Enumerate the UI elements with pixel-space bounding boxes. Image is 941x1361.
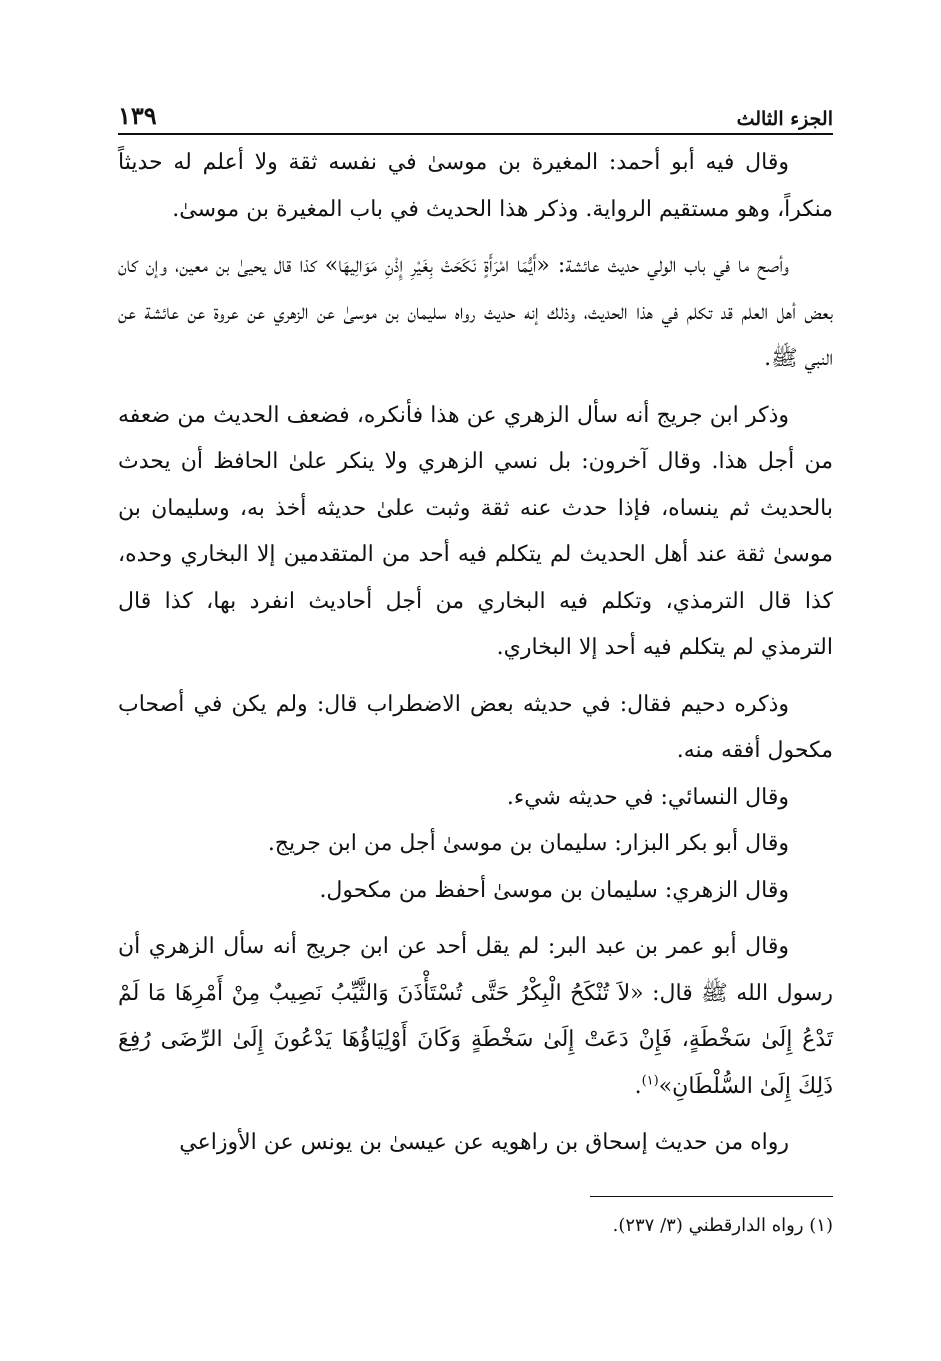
running-title: الجزء الثالث (736, 108, 833, 130)
paragraph-with-footnote (118, 924, 833, 1110)
paragraph: وأصح ما في باب الولي حديث عائشة: «أَيُّمَا امْرَأَةٍ نَكَحَتْ بِغَيْرِ إِذْنِ مَوَالِيهَا» كذا قال يحيىٰ بن معين، وإن كان بعض أهل العلم قد تكلم في هذا الحديث، وذلك إنه حديث رواه سليمان بن موسىٰ عن الزهري عن عروة عن عائشة عن النبي ﷺ. (118, 253, 833, 371)
paragraph-text: وقال أبو عمر بن عبد البر: لم يقل أحد عن ابن جريج أنه سأل الزهري أن رسول الله ﷺ قال: «لاَ تُنْكَحُ الْبِكْرُ حَتَّى تُسْتَأْذَنَ وَالثَّيِّبُ نَصِيبٌ مِنْ أَمْرِهَا مَا لَمْ تَدْعُ إِلَىٰ سَخْطَةٍ، فَإِنْ دَعَتْ إِلَىٰ سَخْطَةٍ وَكَانَ أَوْلِيَاؤُهَا يَدْعُونَ إِلَىٰ الرِّضَى رُفِعَ ذَلِكَ إِلَىٰ السُّلْطَانِ» (118, 934, 833, 1099)
header-rule (118, 133, 833, 135)
footnote: (١) رواه الدارقطني (٣/ ٢٣٧). (612, 1215, 833, 1236)
paragraph: وذكر ابن جريج أنه سأل الزهري عن هذا فأنكره، فضعف الحديث من ضعفه من أجل هذا. وقال آخرون: بل نسي الزهري ولا ينكر علىٰ الحافظ أن يحدث بالحديث ثم ينساه، فإذا حدث عنه ثقة وثبت علىٰ حديثه أخذ به، وسليمان بن موسىٰ ثقة عند أهل الحديث لم يتكلم فيه أحد من المتقدمين إلا البخاري وحده، كذا قال الترمذي، وتكلم فيه البخاري من أجل أحاديث انفرد بها، كذا قال الترمذي لم يتكلم فيه أحد إلا البخاري. (118, 402, 833, 660)
page-header (118, 92, 833, 130)
paragraph: وذكره دحيم فقال: في حديثه بعض الاضطراب قال: ولم يكن في أصحاب مكحول أفقه منه. (118, 691, 833, 763)
page-number: ١٣٩ (118, 101, 157, 130)
body-text (118, 140, 833, 1167)
footnote-rule (590, 1196, 833, 1197)
paragraph: رواه من حديث إسحاق بن راهويه عن عيسىٰ بن يونس عن الأوزاعي (179, 1130, 789, 1155)
paragraph: وقال الزهري: سليمان بن موسىٰ أحفظ من مكحول. (319, 877, 789, 903)
paragraph: وقال فيه أبو أحمد: المغيرة بن موسىٰ في نفسه ثقة ولا أعلم له حديثاً منكراً، وهو مستقيم الرواية. وذكر هذا الحديث في باب المغيرة بن موسىٰ. (118, 150, 833, 222)
paragraph: وقال أبو بكر البزار: سليمان بن موسىٰ أجل من ابن جريج. (267, 831, 789, 856)
paragraph: وقال النسائي: في حديثه شيء. (506, 784, 789, 810)
paragraph-end: . (634, 1073, 642, 1099)
footnote-reference: (١) (641, 1073, 659, 1089)
